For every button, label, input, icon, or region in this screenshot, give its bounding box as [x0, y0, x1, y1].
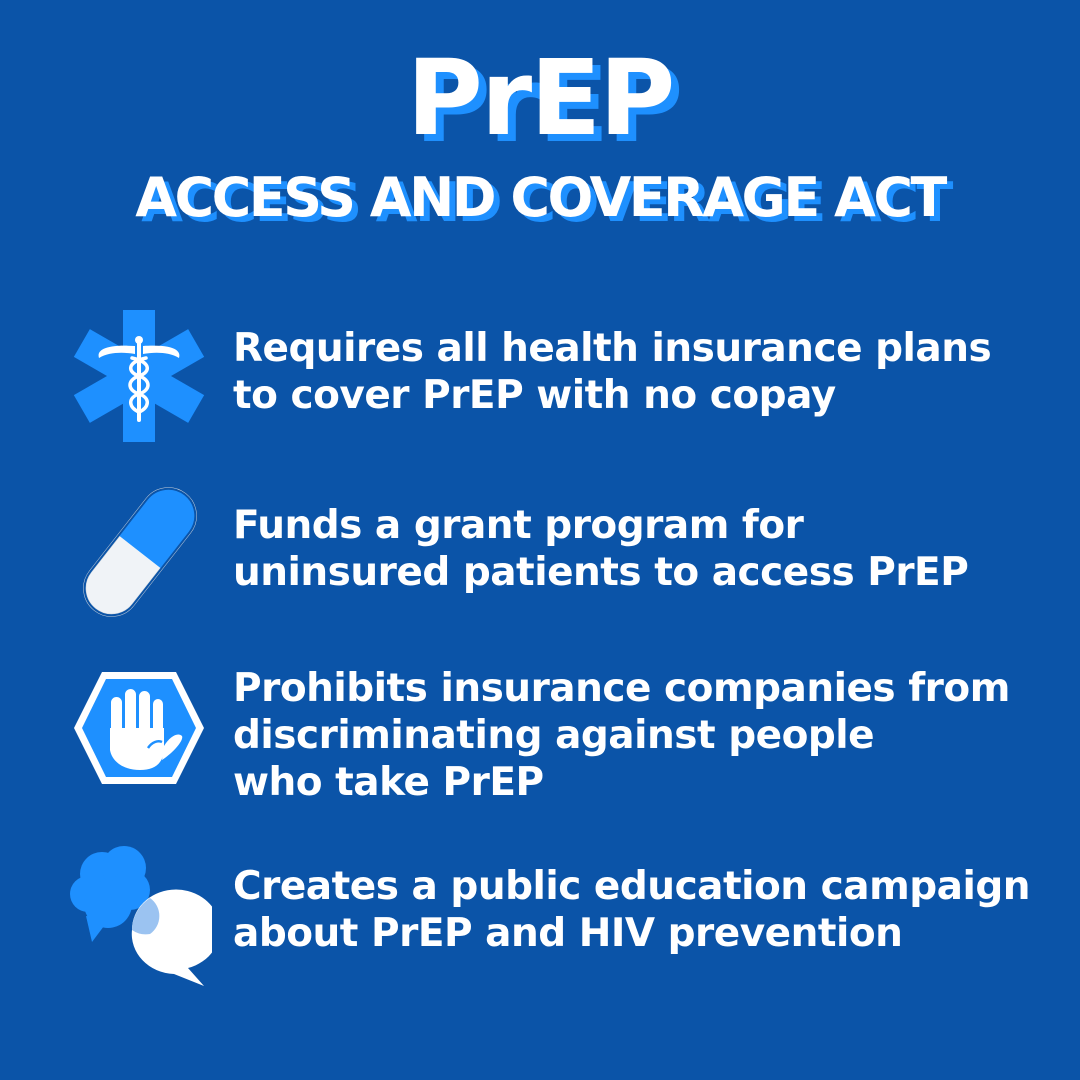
item-text-line: Requires all health insurance plans: [233, 326, 992, 371]
item-text-line: Creates a public education campaign: [233, 864, 1031, 909]
item-text-line: uninsured patients to access PrEP: [233, 550, 969, 595]
item-text-line: Prohibits insurance companies from: [233, 666, 1010, 711]
item-text-line: Funds a grant program for: [233, 503, 804, 548]
stop-hand-icon: [66, 662, 212, 802]
pill-capsule-icon: [66, 484, 212, 624]
item-text-line: discriminating against people: [233, 713, 875, 758]
item-text-line: who take PrEP: [233, 760, 544, 805]
item-text-line: to cover PrEP with no copay: [233, 373, 836, 418]
page-subtitle: ACCESS AND COVERAGE ACT: [135, 166, 945, 229]
medical-star-of-life-icon: [66, 308, 212, 448]
page-title: PrEP: [406, 37, 674, 159]
speech-bubbles-icon: [66, 846, 212, 986]
item-text-line: about PrEP and HIV prevention: [233, 911, 903, 956]
